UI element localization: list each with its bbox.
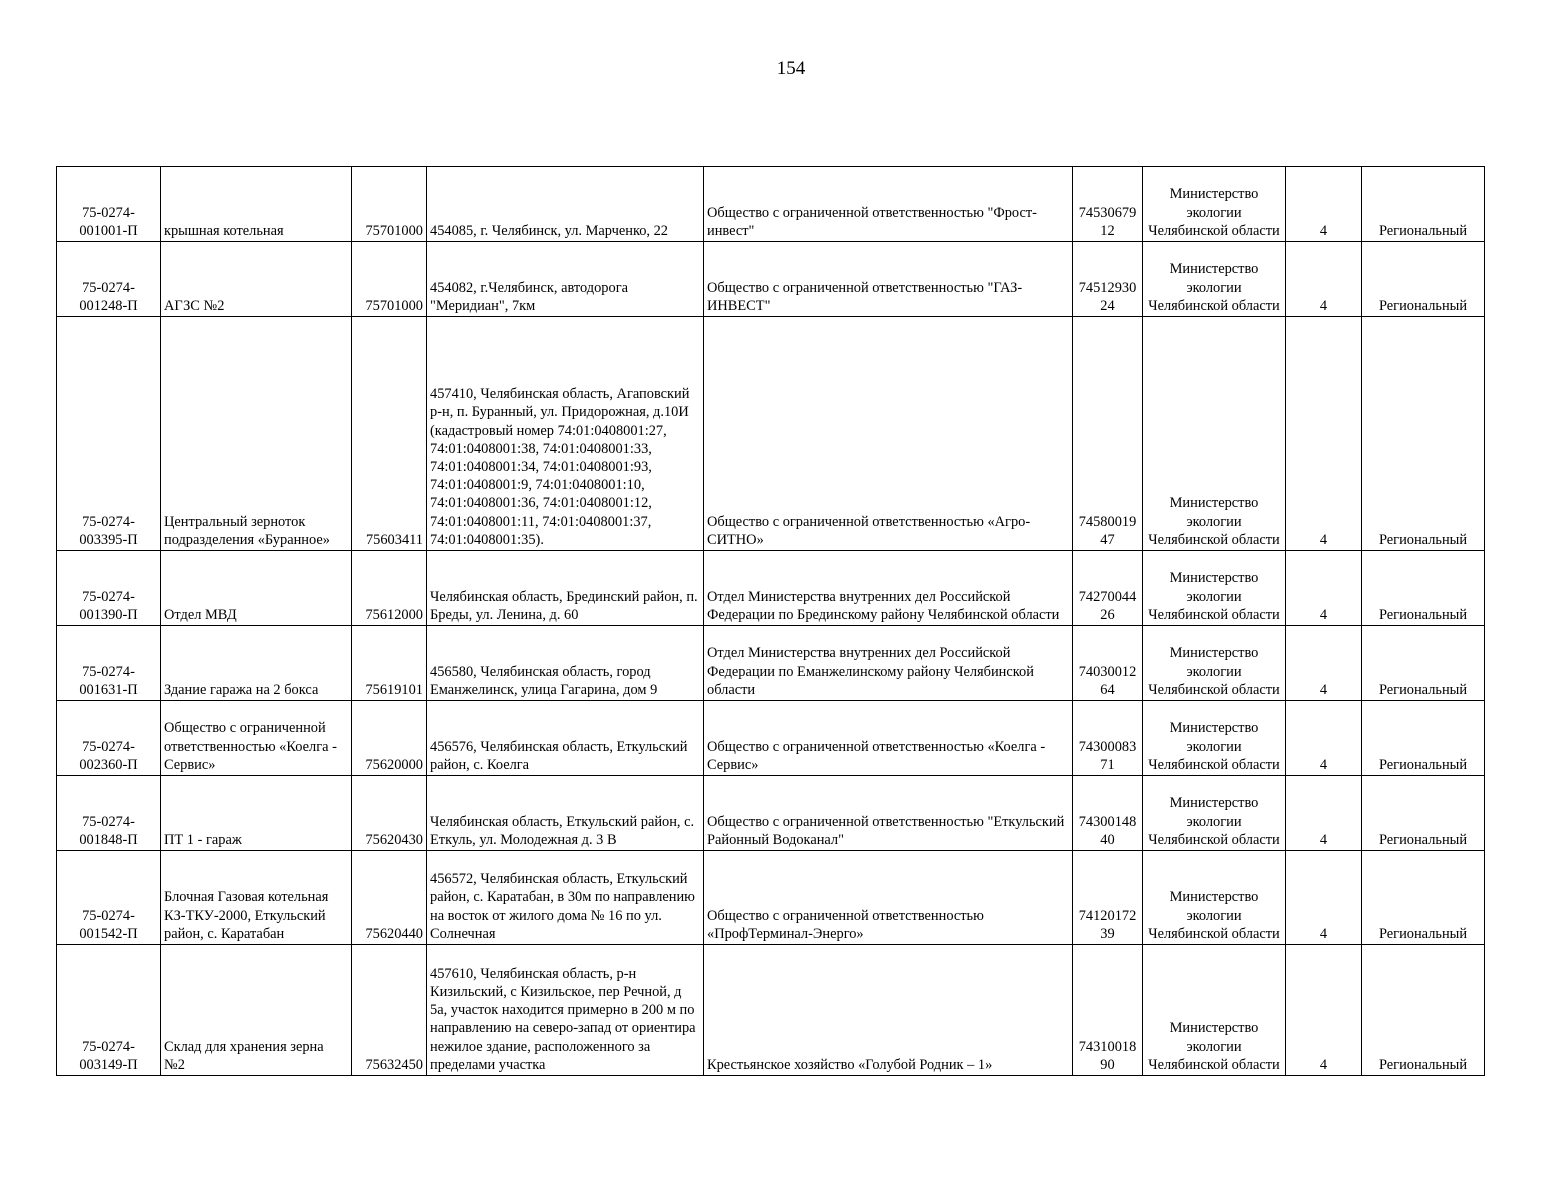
object-code-cell: 75-0274-001390-П	[57, 551, 161, 626]
authority-cell: Министерство экологии Челябинской области	[1143, 945, 1286, 1076]
object-code-cell: 75-0274-001248-П	[57, 242, 161, 317]
address-cell: 457610, Челябинская область, р-н Кизильский, с Кизильское, пер Речной, д 5а, участок находится примерно в 200 м по направлению на северо-запад от ориентира нежилое здание, расположенного за пределами участка	[427, 945, 704, 1076]
level-cell: Региональный	[1362, 701, 1485, 776]
oktmo-cell: 75603411	[352, 317, 427, 551]
object-code-cell: 75-0274-002360-П	[57, 701, 161, 776]
oktmo-cell: 75620440	[352, 851, 427, 945]
inn-cell: 7451293024	[1073, 242, 1143, 317]
level-cell: Региональный	[1362, 242, 1485, 317]
oktmo-cell: 75620430	[352, 776, 427, 851]
table-row	[57, 945, 1485, 1076]
object-name-cell: Склад для хранения зерна №2	[161, 945, 352, 1076]
inn-cell: 7430014840	[1073, 776, 1143, 851]
object-code-cell: 75-0274-001001-П	[57, 167, 161, 242]
table-row	[57, 242, 1485, 317]
authority-cell: Министерство экологии Челябинской области	[1143, 317, 1286, 551]
registry-table	[56, 166, 1485, 1076]
authority-cell: Министерство экологии Челябинской области	[1143, 851, 1286, 945]
organization-cell: Общество с ограниченной ответственностью "ГАЗ-ИНВЕСТ"	[704, 242, 1073, 317]
object-name-cell: Здание гаража на 2 бокса	[161, 626, 352, 701]
table-row	[57, 167, 1485, 242]
organization-cell: Крестьянское хозяйство «Голубой Родник – 1»	[704, 945, 1073, 1076]
organization-cell: Общество с ограниченной ответственностью «ПрофТерминал-Энерго»	[704, 851, 1073, 945]
address-cell: Челябинская область, Брединский район, п. Бреды, ул. Ленина, д. 60	[427, 551, 704, 626]
oktmo-cell: 75632450	[352, 945, 427, 1076]
address-cell: 454082, г.Челябинск, автодорога "Меридиан", 7км	[427, 242, 704, 317]
object-name-cell: АГЗС №2	[161, 242, 352, 317]
table-row	[57, 776, 1485, 851]
category-cell: 4	[1286, 945, 1362, 1076]
page-number: 154	[776, 58, 806, 79]
oktmo-cell: 75701000	[352, 242, 427, 317]
address-cell: 457410, Челябинская область, Агаповский р-н, п. Буранный, ул. Придорожная, д.10И (кадастровый номер 74:01:0408001:27, 74:01:0408001:38, 74:01:0408001:33, 74:01:0408001:34, 74:01:0408001:93, 74:01:0408001:9, 74:01:0408001:10, 74:01:0408001:36, 74:01:0408001:12, 74:01:0408001:11, 74:01:0408001:37, 74:01:0408001:35).	[427, 317, 704, 551]
object-code-cell: 75-0274-003395-П	[57, 317, 161, 551]
organization-cell: Общество с ограниченной ответственностью «Агро-СИТНО»	[704, 317, 1073, 551]
level-cell: Региональный	[1362, 626, 1485, 701]
category-cell: 4	[1286, 851, 1362, 945]
table-row	[57, 317, 1485, 551]
level-cell: Региональный	[1362, 317, 1485, 551]
organization-cell: Общество с ограниченной ответственностью "Фрост-инвест"	[704, 167, 1073, 242]
organization-cell: Общество с ограниченной ответственностью "Еткульский Районный Водоканал"	[704, 776, 1073, 851]
organization-cell: Общество с ограниченной ответственностью «Коелга - Сервис»	[704, 701, 1073, 776]
category-cell: 4	[1286, 626, 1362, 701]
table-row	[57, 851, 1485, 945]
object-name-cell: Центральный зерноток подразделения «Буранное»	[161, 317, 352, 551]
object-code-cell: 75-0274-001631-П	[57, 626, 161, 701]
authority-cell: Министерство экологии Челябинской области	[1143, 167, 1286, 242]
address-cell: 456580, Челябинская область, город Еманжелинск, улица Гагарина, дом 9	[427, 626, 704, 701]
address-cell: 454085, г. Челябинск, ул. Марченко, 22	[427, 167, 704, 242]
level-cell: Региональный	[1362, 851, 1485, 945]
category-cell: 4	[1286, 776, 1362, 851]
oktmo-cell: 75619101	[352, 626, 427, 701]
table-row	[57, 701, 1485, 776]
address-cell: 456572, Челябинская область, Еткульский район, с. Каратабан, в 30м по направлению на восток от жилого дома № 16 по ул. Солнечная	[427, 851, 704, 945]
category-cell: 4	[1286, 317, 1362, 551]
oktmo-cell: 75701000	[352, 167, 427, 242]
category-cell: 4	[1286, 242, 1362, 317]
organization-cell: Отдел Министерства внутренних дел Российской Федерации по Еманжелинскому району Челябинской области	[704, 626, 1073, 701]
authority-cell: Министерство экологии Челябинской области	[1143, 701, 1286, 776]
object-name-cell: ПТ 1 - гараж	[161, 776, 352, 851]
organization-cell: Отдел Министерства внутренних дел Российской Федерации по Брединскому району Челябинской области	[704, 551, 1073, 626]
object-name-cell: Общество с ограниченной ответственностью «Коелга - Сервис»	[161, 701, 352, 776]
authority-cell: Министерство экологии Челябинской области	[1143, 242, 1286, 317]
level-cell: Региональный	[1362, 945, 1485, 1076]
category-cell: 4	[1286, 551, 1362, 626]
inn-cell: 7412017239	[1073, 851, 1143, 945]
object-name-cell: крышная котельная	[161, 167, 352, 242]
table-row	[57, 551, 1485, 626]
address-cell: Челябинская область, Еткульский район, с. Еткуль, ул. Молодежная д. 3 В	[427, 776, 704, 851]
level-cell: Региональный	[1362, 776, 1485, 851]
authority-cell: Министерство экологии Челябинской области	[1143, 551, 1286, 626]
object-code-cell: 75-0274-001848-П	[57, 776, 161, 851]
inn-cell: 7430008371	[1073, 701, 1143, 776]
object-code-cell: 75-0274-003149-П	[57, 945, 161, 1076]
inn-cell: 7431001890	[1073, 945, 1143, 1076]
inn-cell: 7427004426	[1073, 551, 1143, 626]
oktmo-cell: 75612000	[352, 551, 427, 626]
object-name-cell: Блочная Газовая котельная КЗ-ТКУ-2000, Еткульский район, с. Каратабан	[161, 851, 352, 945]
inn-cell: 7458001947	[1073, 317, 1143, 551]
authority-cell: Министерство экологии Челябинской области	[1143, 776, 1286, 851]
oktmo-cell: 75620000	[352, 701, 427, 776]
address-cell: 456576, Челябинская область, Еткульский район, с. Коелга	[427, 701, 704, 776]
table-row	[57, 626, 1485, 701]
category-cell: 4	[1286, 701, 1362, 776]
level-cell: Региональный	[1362, 551, 1485, 626]
object-code-cell: 75-0274-001542-П	[57, 851, 161, 945]
level-cell: Региональный	[1362, 167, 1485, 242]
category-cell: 4	[1286, 167, 1362, 242]
authority-cell: Министерство экологии Челябинской области	[1143, 626, 1286, 701]
inn-cell: 7453067912	[1073, 167, 1143, 242]
object-name-cell: Отдел МВД	[161, 551, 352, 626]
inn-cell: 7403001264	[1073, 626, 1143, 701]
